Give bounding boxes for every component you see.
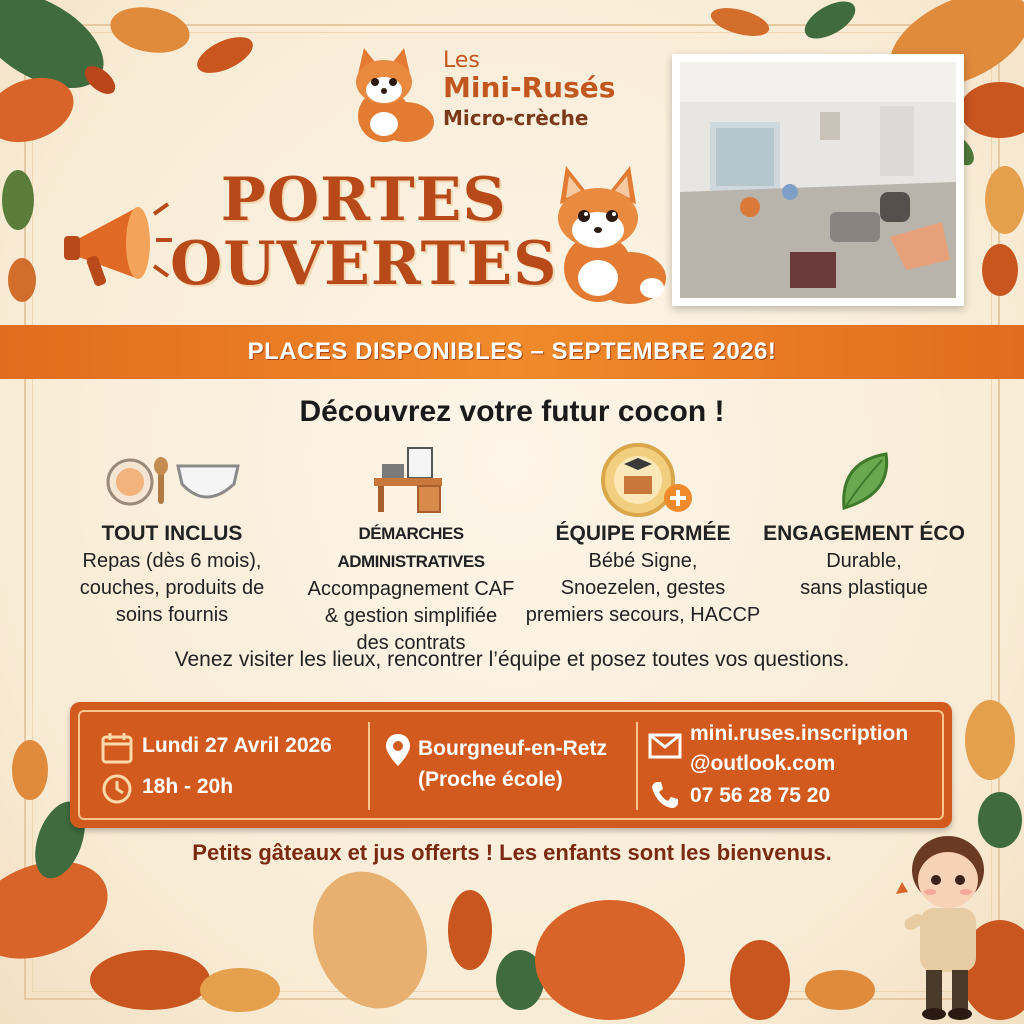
leaf-icon [836,450,892,514]
feature-tout-inclus [62,520,282,629]
nursery-room-image [680,62,956,298]
fox-logo-icon [344,44,436,146]
feature-title: DÉMARCHES ADMINISTRATIVES [337,524,485,571]
brand-name: Mini-Rusés [443,71,616,104]
calendar-icon [100,731,134,765]
brand-subtitle: Micro-crèche [443,106,589,130]
event-time: 18h - 20h [142,775,234,798]
location-detail: (Proche école) [418,768,563,791]
bottom-note: Petits gâteaux et jus offerts ! Les enfants sont les bienvenus. [192,840,832,865]
location-pin-icon [384,732,412,768]
email-line-1[interactable]: mini.ruses.inscription [690,722,909,745]
location-name: Bourgneuf-en-Retz [418,737,607,760]
email-line-2[interactable]: @outlook.com [690,752,836,775]
info-divider [636,722,638,810]
brand-logo [443,50,615,128]
fox-mascot-icon [540,160,670,310]
feature-description: Repas (dès 6 mois), couches, produits de soins fournis [79,550,265,626]
phone-number[interactable]: 07 56 28 75 20 [690,784,831,807]
nursery-photo [672,54,964,306]
feature-eco [756,520,972,602]
clock-icon [100,772,134,806]
event-title [170,165,558,299]
headline: Découvrez votre futur cocon ! [299,395,725,428]
baby-meal-diaper-icon [106,456,242,512]
brand-les: Les [443,48,480,73]
feature-title: ENGAGEMENT ÉCO [763,522,965,545]
feature-description: Bébé Signe, Snoezelen, gestes premiers secours, HACCP [525,550,761,626]
feature-title: TOUT INCLUS [101,522,243,545]
phone-icon [650,780,680,810]
training-badge-icon [598,442,698,518]
title-line-2: OUVERTES [170,229,558,299]
info-divider [368,722,370,810]
desk-documents-icon [372,444,444,514]
email-icon [648,733,682,759]
megaphone-icon [56,190,176,300]
event-date: Lundi 27 Avril 2026 [142,734,332,757]
feature-description: Accompagnement CAF & gestion simplifiée des contrats [307,578,515,654]
feature-title: ÉQUIPE FORMÉE [555,522,731,545]
title-line-1: PORTES [220,165,507,235]
feature-demarches [286,520,536,657]
feature-description: Durable, sans plastique [800,550,928,599]
visit-invitation: Venez visiter les lieux, rencontrer l’équipe et posez toutes vos questions. [174,648,850,671]
child-illustration [890,826,1000,1022]
availability-banner: PLACES DISPONIBLES – SEPTEMBRE 2026! [0,325,1024,379]
feature-equipe [508,520,778,629]
